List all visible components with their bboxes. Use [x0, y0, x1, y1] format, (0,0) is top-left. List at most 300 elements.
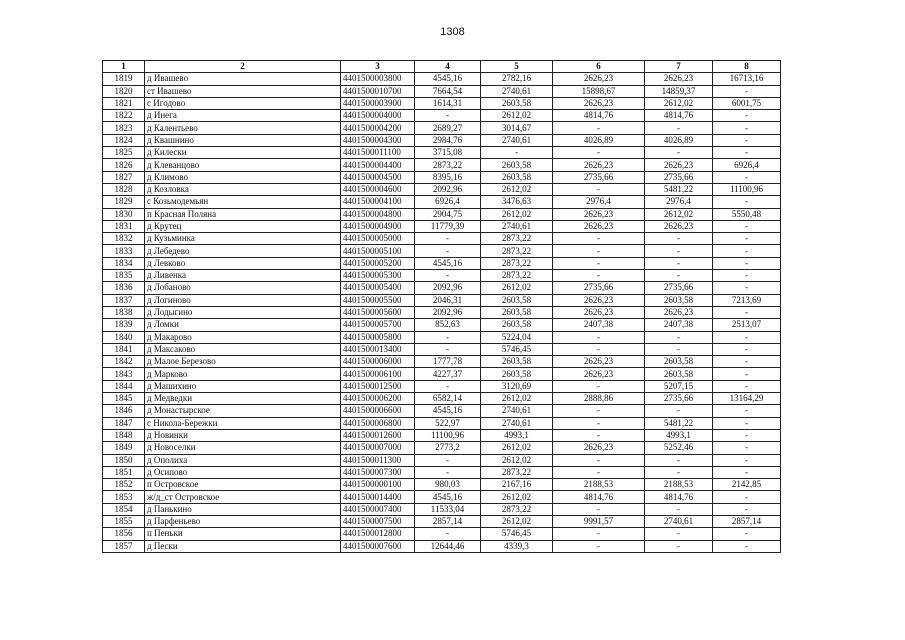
value-col-5-cell: 2873,22 [481, 257, 553, 269]
row-number-cell: 1830 [103, 208, 145, 220]
value-col-8-cell: - [713, 540, 781, 552]
value-col-8-cell: - [713, 270, 781, 282]
value-col-4-cell: 2092,96 [415, 306, 481, 318]
value-col-6-cell: - [553, 343, 645, 355]
settlement-name-cell: ж/д_ст Островское [145, 491, 341, 503]
value-col-4-cell: 1614,31 [415, 97, 481, 109]
value-col-7-cell: 2626,23 [645, 73, 713, 85]
row-number-cell: 1824 [103, 134, 145, 146]
value-col-6-cell: - [553, 503, 645, 515]
value-col-5-cell: 2603,58 [481, 171, 553, 183]
settlement-name-cell: д Климово [145, 171, 341, 183]
value-col-8-cell: - [713, 429, 781, 441]
row-number-cell: 1827 [103, 171, 145, 183]
value-col-7-cell: - [645, 454, 713, 466]
settlement-name-cell: д Пески [145, 540, 341, 552]
value-col-7-cell: 2735,66 [645, 282, 713, 294]
row-number-cell: 1835 [103, 270, 145, 282]
table-row [103, 245, 781, 257]
value-col-5-cell: 4993,1 [481, 429, 553, 441]
settlement-name-cell: п Островское [145, 479, 341, 491]
value-col-7-cell: 2626,23 [645, 306, 713, 318]
value-col-6-cell: - [553, 257, 645, 269]
oktmo-code-cell: 4401500005800 [341, 331, 415, 343]
settlement-name-cell: д Осипово [145, 466, 341, 478]
table-row [103, 515, 781, 527]
row-number-cell: 1842 [103, 356, 145, 368]
row-number-cell: 1848 [103, 429, 145, 441]
value-col-8-cell: - [713, 85, 781, 97]
value-col-8-cell: - [713, 466, 781, 478]
value-col-6-cell: - [553, 405, 645, 417]
value-col-7-cell: 2626,23 [645, 220, 713, 232]
settlement-name-cell: с Игодово [145, 97, 341, 109]
oktmo-code-cell: 4401500006100 [341, 368, 415, 380]
table-row [103, 319, 781, 331]
row-number-cell: 1822 [103, 110, 145, 122]
table-row [103, 233, 781, 245]
row-number-cell: 1821 [103, 97, 145, 109]
value-col-8-cell: - [713, 528, 781, 540]
value-col-5-cell: 2873,22 [481, 245, 553, 257]
settlement-name-cell: д Козловка [145, 183, 341, 195]
value-col-7-cell: - [645, 343, 713, 355]
value-col-7-cell: 2603,58 [645, 368, 713, 380]
table-row [103, 380, 781, 392]
value-col-7-cell: 2603,58 [645, 294, 713, 306]
value-col-4-cell: 2773,2 [415, 442, 481, 454]
row-number-cell: 1832 [103, 233, 145, 245]
value-col-6-cell: 2735,66 [553, 171, 645, 183]
row-number-cell: 1833 [103, 245, 145, 257]
value-col-4-cell: 3715,08 [415, 147, 481, 159]
header-col-4: 4 [415, 61, 481, 73]
oktmo-code-cell: 4401500005000 [341, 233, 415, 245]
value-col-8-cell: - [713, 331, 781, 343]
value-col-4-cell: - [415, 466, 481, 478]
table-row [103, 466, 781, 478]
value-col-8-cell: 2857,14 [713, 515, 781, 527]
settlement-name-cell: д Ополиха [145, 454, 341, 466]
oktmo-code-cell: 4401500003800 [341, 73, 415, 85]
oktmo-code-cell: 4401500014400 [341, 491, 415, 503]
table-row [103, 528, 781, 540]
row-number-cell: 1839 [103, 319, 145, 331]
oktmo-code-cell: 4401500006000 [341, 356, 415, 368]
value-col-6-cell: 2407,38 [553, 319, 645, 331]
table-row [103, 147, 781, 159]
value-col-6-cell: 2626,23 [553, 220, 645, 232]
row-number-cell: 1825 [103, 147, 145, 159]
value-col-4-cell: 2092,96 [415, 282, 481, 294]
value-col-4-cell: 2689,27 [415, 122, 481, 134]
settlement-name-cell: д Ломки [145, 319, 341, 331]
value-col-5-cell: 2740,61 [481, 134, 553, 146]
value-col-8-cell: - [713, 220, 781, 232]
value-col-4-cell: 2046,31 [415, 294, 481, 306]
value-col-8-cell: - [713, 171, 781, 183]
oktmo-code-cell: 4401500006800 [341, 417, 415, 429]
oktmo-code-cell: 4401500007300 [341, 466, 415, 478]
value-col-5-cell: 2612,02 [481, 442, 553, 454]
row-number-cell: 1851 [103, 466, 145, 478]
value-col-6-cell: 2626,23 [553, 368, 645, 380]
value-col-7-cell: - [645, 257, 713, 269]
value-col-6-cell: - [553, 270, 645, 282]
oktmo-code-cell: 4401500004900 [341, 220, 415, 232]
value-col-5-cell: 5746,45 [481, 343, 553, 355]
oktmo-code-cell: 4401500012500 [341, 380, 415, 392]
oktmo-code-cell: 4401500004300 [341, 134, 415, 146]
row-number-cell: 1857 [103, 540, 145, 552]
value-col-7-cell: - [645, 405, 713, 417]
row-number-cell: 1854 [103, 503, 145, 515]
row-number-cell: 1820 [103, 85, 145, 97]
value-col-5-cell: 4339,3 [481, 540, 553, 552]
value-col-7-cell: - [645, 245, 713, 257]
value-col-8-cell: - [713, 417, 781, 429]
table-row [103, 270, 781, 282]
oktmo-code-cell: 4401500011100 [341, 147, 415, 159]
value-col-7-cell: - [645, 331, 713, 343]
value-col-6-cell: 2188,53 [553, 479, 645, 491]
value-col-6-cell: 4814,76 [553, 110, 645, 122]
value-col-7-cell: 2735,66 [645, 393, 713, 405]
value-col-5-cell: 2603,58 [481, 159, 553, 171]
value-col-4-cell: 980,03 [415, 479, 481, 491]
settlement-name-cell: д Медведки [145, 393, 341, 405]
header-col-8: 8 [713, 61, 781, 73]
value-col-7-cell: 4993,1 [645, 429, 713, 441]
value-col-5-cell: 3476,63 [481, 196, 553, 208]
settlement-name-cell: д Лебедево [145, 245, 341, 257]
value-col-7-cell: - [645, 270, 713, 282]
value-col-4-cell: - [415, 343, 481, 355]
value-col-4-cell: 4227,37 [415, 368, 481, 380]
value-col-8-cell: - [713, 147, 781, 159]
value-col-5-cell: 2612,02 [481, 491, 553, 503]
value-col-8-cell: - [713, 245, 781, 257]
table-row [103, 257, 781, 269]
value-col-5-cell: 2612,02 [481, 282, 553, 294]
row-number-cell: 1834 [103, 257, 145, 269]
oktmo-code-cell: 4401500006200 [341, 393, 415, 405]
value-col-7-cell: - [645, 466, 713, 478]
value-col-7-cell: 4814,76 [645, 110, 713, 122]
value-col-6-cell: - [553, 183, 645, 195]
settlement-name-cell: д Логиново [145, 294, 341, 306]
value-col-4-cell: 12644,46 [415, 540, 481, 552]
value-col-6-cell: - [553, 233, 645, 245]
value-col-8-cell: - [713, 257, 781, 269]
value-col-6-cell: 4026,89 [553, 134, 645, 146]
value-col-4-cell: - [415, 270, 481, 282]
value-col-4-cell: 7664,54 [415, 85, 481, 97]
row-number-cell: 1840 [103, 331, 145, 343]
row-number-cell: 1838 [103, 306, 145, 318]
value-col-5-cell: 2603,58 [481, 306, 553, 318]
header-col-2: 2 [145, 61, 341, 73]
value-col-5-cell: 2782,16 [481, 73, 553, 85]
value-col-8-cell: 11100,96 [713, 183, 781, 195]
table-row [103, 503, 781, 515]
value-col-7-cell: 2626,23 [645, 159, 713, 171]
settlement-name-cell: д Макарово [145, 331, 341, 343]
value-col-8-cell: - [713, 442, 781, 454]
value-col-5-cell: 2873,22 [481, 233, 553, 245]
table-row [103, 540, 781, 552]
value-col-8-cell: - [713, 380, 781, 392]
value-col-7-cell: - [645, 503, 713, 515]
value-col-4-cell: 2904,75 [415, 208, 481, 220]
value-col-6-cell: - [553, 429, 645, 441]
value-col-8-cell: - [713, 134, 781, 146]
row-number-cell: 1841 [103, 343, 145, 355]
value-col-8-cell: 13164,29 [713, 393, 781, 405]
value-col-4-cell: 4545,16 [415, 73, 481, 85]
value-col-7-cell: 2612,02 [645, 97, 713, 109]
row-number-cell: 1829 [103, 196, 145, 208]
value-col-4-cell: 852,63 [415, 319, 481, 331]
table-row [103, 171, 781, 183]
value-col-4-cell: - [415, 233, 481, 245]
settlement-name-cell: д Парфеньево [145, 515, 341, 527]
settlement-name-cell: д Килески [145, 147, 341, 159]
value-col-5-cell: 2603,58 [481, 319, 553, 331]
value-col-5-cell: 2740,61 [481, 85, 553, 97]
value-col-5-cell: 5746,45 [481, 528, 553, 540]
value-col-8-cell: 6926,4 [713, 159, 781, 171]
settlement-name-cell: д Калентьево [145, 122, 341, 134]
settlement-name-cell: д Крутец [145, 220, 341, 232]
oktmo-code-cell: 4401500000100 [341, 479, 415, 491]
value-col-8-cell: 16713,16 [713, 73, 781, 85]
settlement-name-cell: п Красная Поляна [145, 208, 341, 220]
value-col-4-cell: - [415, 245, 481, 257]
table-row [103, 343, 781, 355]
oktmo-code-cell: 4401500004800 [341, 208, 415, 220]
oktmo-code-cell: 4401500007600 [341, 540, 415, 552]
value-col-6-cell: 2626,23 [553, 442, 645, 454]
value-col-6-cell: - [553, 528, 645, 540]
settlement-name-cell: д Инега [145, 110, 341, 122]
value-col-8-cell: - [713, 110, 781, 122]
oktmo-code-cell: 4401500007000 [341, 442, 415, 454]
oktmo-code-cell: 4401500004400 [341, 159, 415, 171]
value-col-5-cell: 2740,61 [481, 417, 553, 429]
oktmo-code-cell: 4401500004100 [341, 196, 415, 208]
settlement-name-cell: д Ивашево [145, 73, 341, 85]
value-col-8-cell: - [713, 368, 781, 380]
row-number-cell: 1844 [103, 380, 145, 392]
row-number-cell: 1855 [103, 515, 145, 527]
settlement-name-cell: д Марково [145, 368, 341, 380]
settlement-name-cell: д Малое Березово [145, 356, 341, 368]
row-number-cell: 1845 [103, 393, 145, 405]
value-col-8-cell: - [713, 503, 781, 515]
settlement-name-cell: д Машихино [145, 380, 341, 392]
table-row [103, 134, 781, 146]
table-row [103, 282, 781, 294]
value-col-4-cell: - [415, 110, 481, 122]
row-number-cell: 1849 [103, 442, 145, 454]
value-col-7-cell: 2735,66 [645, 171, 713, 183]
value-col-8-cell: 5550,48 [713, 208, 781, 220]
value-col-6-cell: 15898,67 [553, 85, 645, 97]
table-row [103, 183, 781, 195]
value-col-4-cell: 11533,04 [415, 503, 481, 515]
value-col-5-cell: 3014,67 [481, 122, 553, 134]
table-row [103, 405, 781, 417]
value-col-6-cell: - [553, 331, 645, 343]
table-row [103, 393, 781, 405]
value-col-5-cell: 2740,61 [481, 405, 553, 417]
table-row [103, 429, 781, 441]
value-col-6-cell: 2888,86 [553, 393, 645, 405]
oktmo-code-cell: 4401500005200 [341, 257, 415, 269]
value-col-7-cell: 4026,89 [645, 134, 713, 146]
value-col-7-cell: 14859,37 [645, 85, 713, 97]
oktmo-code-cell: 4401500012600 [341, 429, 415, 441]
oktmo-code-cell: 4401500004600 [341, 183, 415, 195]
settlement-name-cell: д Монастырское [145, 405, 341, 417]
oktmo-code-cell: 4401500011300 [341, 454, 415, 466]
value-col-5-cell: 2603,58 [481, 294, 553, 306]
value-col-7-cell: 5207,15 [645, 380, 713, 392]
oktmo-code-cell: 4401500013400 [341, 343, 415, 355]
settlement-name-cell: д Ливенка [145, 270, 341, 282]
oktmo-code-cell: 4401500012800 [341, 528, 415, 540]
oktmo-code-cell: 4401500005600 [341, 306, 415, 318]
value-col-4-cell: 4545,16 [415, 257, 481, 269]
row-number-cell: 1828 [103, 183, 145, 195]
settlement-name-cell: д Лодыгино [145, 306, 341, 318]
settlement-name-cell: д Клеванцово [145, 159, 341, 171]
value-col-5-cell: 5224,04 [481, 331, 553, 343]
value-col-6-cell: - [553, 417, 645, 429]
value-col-8-cell: - [713, 122, 781, 134]
value-col-7-cell: 2407,38 [645, 319, 713, 331]
value-col-8-cell: 7213,69 [713, 294, 781, 306]
row-number-cell: 1837 [103, 294, 145, 306]
oktmo-code-cell: 4401500010700 [341, 85, 415, 97]
value-col-4-cell: 522,97 [415, 417, 481, 429]
value-col-5-cell: 2612,02 [481, 454, 553, 466]
table-row [103, 491, 781, 503]
table-row [103, 159, 781, 171]
value-col-6-cell: - [553, 540, 645, 552]
row-number-cell: 1836 [103, 282, 145, 294]
settlement-name-cell: с Никола-Бережки [145, 417, 341, 429]
table-row [103, 85, 781, 97]
oktmo-code-cell: 4401500004500 [341, 171, 415, 183]
table-row [103, 208, 781, 220]
table-row [103, 97, 781, 109]
settlement-name-cell: д Панькино [145, 503, 341, 515]
value-col-6-cell: 2626,23 [553, 208, 645, 220]
value-col-8-cell: 2142,85 [713, 479, 781, 491]
value-col-8-cell: - [713, 454, 781, 466]
value-col-8-cell: - [713, 196, 781, 208]
value-col-5-cell: 2612,02 [481, 183, 553, 195]
value-col-8-cell: - [713, 491, 781, 503]
value-col-7-cell: - [645, 122, 713, 134]
value-col-5-cell: 2612,02 [481, 110, 553, 122]
value-col-5-cell: 2167,16 [481, 479, 553, 491]
oktmo-code-cell: 4401500003900 [341, 97, 415, 109]
value-col-5-cell: 2612,02 [481, 393, 553, 405]
oktmo-code-cell: 4401500005300 [341, 270, 415, 282]
value-col-5-cell: 2612,02 [481, 515, 553, 527]
table-row [103, 368, 781, 380]
table-row [103, 294, 781, 306]
table-row [103, 306, 781, 318]
value-col-5-cell: 2873,22 [481, 503, 553, 515]
row-number-cell: 1852 [103, 479, 145, 491]
value-col-5-cell: 2873,22 [481, 270, 553, 282]
value-col-8-cell: - [713, 405, 781, 417]
table-row [103, 356, 781, 368]
value-col-8-cell: - [713, 306, 781, 318]
value-col-7-cell: 5481,22 [645, 183, 713, 195]
oktmo-code-cell: 4401500004200 [341, 122, 415, 134]
table-row [103, 73, 781, 85]
settlement-name-cell: ст Ивашево [145, 85, 341, 97]
header-col-1: 1 [103, 61, 145, 73]
value-col-5-cell: 2603,58 [481, 368, 553, 380]
value-col-5-cell: - [481, 147, 553, 159]
row-number-cell: 1843 [103, 368, 145, 380]
oktmo-code-cell: 4401500006600 [341, 405, 415, 417]
value-col-4-cell: 11779,39 [415, 220, 481, 232]
value-col-4-cell: - [415, 454, 481, 466]
table-row [103, 454, 781, 466]
value-col-5-cell: 2603,58 [481, 97, 553, 109]
value-col-4-cell: - [415, 380, 481, 392]
value-col-4-cell: 6582,14 [415, 393, 481, 405]
value-col-8-cell: - [713, 233, 781, 245]
value-col-7-cell: - [645, 528, 713, 540]
oktmo-code-cell: 4401500005400 [341, 282, 415, 294]
settlement-name-cell: д Квашнино [145, 134, 341, 146]
value-col-8-cell: - [713, 282, 781, 294]
value-col-6-cell: 2626,23 [553, 97, 645, 109]
value-col-6-cell: - [553, 122, 645, 134]
value-col-4-cell: 11100,96 [415, 429, 481, 441]
value-col-6-cell: - [553, 147, 645, 159]
value-col-4-cell: - [415, 331, 481, 343]
row-number-cell: 1826 [103, 159, 145, 171]
table-row [103, 479, 781, 491]
value-col-6-cell: 9991,57 [553, 515, 645, 527]
header-col-5: 5 [481, 61, 553, 73]
value-col-6-cell: - [553, 380, 645, 392]
row-number-cell: 1847 [103, 417, 145, 429]
value-col-7-cell: 5252,46 [645, 442, 713, 454]
value-col-8-cell: - [713, 356, 781, 368]
settlement-name-cell: д Левково [145, 257, 341, 269]
oktmo-code-cell: 4401500005100 [341, 245, 415, 257]
row-number-cell: 1846 [103, 405, 145, 417]
value-col-6-cell: 2626,23 [553, 356, 645, 368]
value-col-5-cell: 2873,22 [481, 466, 553, 478]
value-col-5-cell: 2612,02 [481, 208, 553, 220]
table-row [103, 122, 781, 134]
oktmo-code-cell: 4401500005500 [341, 294, 415, 306]
settlement-name-cell: д Новинки [145, 429, 341, 441]
header-row [103, 61, 781, 73]
value-col-5-cell: 2740,61 [481, 220, 553, 232]
